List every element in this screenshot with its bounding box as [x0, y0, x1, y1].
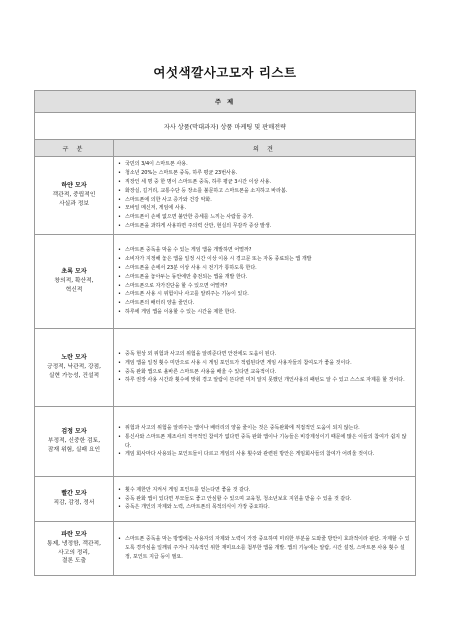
- list-item: • 모바일 메신저, 게임에 사용.: [117, 204, 411, 213]
- hat-description: 창의적, 확산적,: [54, 278, 94, 285]
- list-item: • 청소년 20%는 스마트폰 중독, 하루 평균 23번사용.: [117, 169, 411, 178]
- hats-table-body: [35, 157, 416, 576]
- hat-category-cell: [35, 157, 114, 235]
- hat-name: 빨간 모자: [61, 490, 87, 498]
- opinion-list: [117, 424, 411, 460]
- table-row: [35, 157, 416, 235]
- list-item: • 스마트폰을 손에서 23분 이상 사용 시 전기가 통하도록 한다.: [117, 264, 411, 273]
- hat-description: 실현 가능성, 건설적: [48, 372, 100, 379]
- list-item: • 스마트폰을 과하게 사용하면 주의력 산만, 현실의 무감각 증상 발생.: [117, 222, 411, 231]
- subject-table: [34, 90, 416, 141]
- hat-description: 사실과 정보: [59, 200, 89, 207]
- opinion-list: [117, 535, 411, 562]
- list-item: • 스마트폰 중독을 막을 수 있는 게임 앱을 개발하면 어떨까?: [117, 246, 411, 255]
- hat-category-cell: [35, 522, 114, 576]
- list-item: • 중독 현상 외 위험과 사고의 위험을 알려준다면 안전에도 도움이 된다.: [117, 350, 411, 359]
- list-item: • 하루에 게임 앱을 이용할 수 있는 시간을 제한 한다.: [117, 308, 411, 317]
- opinion-cell: [114, 157, 416, 235]
- hat-description: 긍정적, 낙관적, 강점,: [46, 364, 101, 371]
- list-item: • 통신사와 스마트폰 제조사의 적극적인 참여가 없다면 중독 완화 앱이나 기능들은 비강제성이기 때문에 많은 이들의 참여가 쉽지 않다.: [117, 433, 411, 451]
- hat-description: 통제, 냉정함, 객관적,: [46, 540, 101, 547]
- table-row: [35, 235, 416, 329]
- opinion-list: [117, 160, 411, 231]
- hat-description: 결론 도출: [61, 558, 87, 565]
- column-header-opinion: 의 견: [114, 140, 416, 157]
- hat-category-cell: [35, 407, 114, 477]
- list-item: • 스마트폰에 의한 사고 증가와 건강 악화.: [117, 196, 411, 205]
- opinion-cell: [114, 235, 416, 329]
- list-item: • 소비자가 지정해 놓은 앱을 일정 시간 이상 이용 시 경고문 또는 자동 종료되는 앱 개발: [117, 255, 411, 264]
- list-item: • 게임 앱을 일정 횟수 미만으로 사용 시 게임 포인트가 적립된다면 게임 사용자들의 참여도가 좋을 것이다.: [117, 359, 411, 368]
- opinion-list: [117, 246, 411, 317]
- hat-description: 부정적, 신중한 검토,: [47, 438, 101, 445]
- opinion-cell: [114, 477, 416, 522]
- hat-category-cell: [35, 477, 114, 522]
- list-item: • 스마트폰 사용 시 위험이나 사고를 알려주는 기능이 있다.: [117, 290, 411, 299]
- hat-description: 혁신적: [65, 286, 83, 293]
- list-item: • 중독은 개인의 자제와 노력, 스마트폰의 목적의식이 가장 중요하다.: [117, 503, 411, 512]
- table-row: [35, 407, 416, 477]
- list-item: • 국민의 3/4이 스마트폰 사용.: [117, 160, 411, 169]
- hat-category-cell: [35, 235, 114, 329]
- hat-name: 초록 모자: [61, 268, 87, 276]
- hat-description: 객관적, 중립적인: [52, 192, 96, 199]
- hat-category-cell: [35, 329, 114, 407]
- opinion-list: [117, 486, 411, 513]
- list-item: • 중독 완화 앱이 있다면 부모들도 좋고 안심할 수 있으며 교육청, 청소년보호 지원을 받을 수 있을 것 같다.: [117, 495, 411, 504]
- list-item: • 스마트폰의 배터리 양을 줄인다.: [117, 299, 411, 308]
- column-header-category: 구 분: [35, 140, 114, 157]
- list-item: • 스마트폰을 놓아두는 동안에만 충전되는 앱을 개발 한다.: [117, 273, 411, 282]
- hat-description: 잠재 위험, 실패 요인: [47, 446, 101, 453]
- table-row: [35, 329, 416, 407]
- list-item: • 위험과 사고의 위험을 알려주는 앱이나 배터리의 양을 줄이는 것은 중독완화에 직접적인 도움이 되지 않는다.: [117, 424, 411, 433]
- table-row: [35, 477, 416, 522]
- list-item: • 직장인 세 명 중 한 명이 스마트폰 중독, 하루 평균 3시간 이상 사용.: [117, 178, 411, 187]
- hat-name: 노란 모자: [61, 354, 87, 362]
- list-item: • 스마트폰이 손에 없으면 불안한 증세를 느끼는 사람들 증가.: [117, 213, 411, 222]
- hat-name: 검정 모자: [61, 428, 87, 436]
- opinion-list: [117, 350, 411, 386]
- hat-description: 직감, 감정, 정서: [53, 500, 95, 506]
- hat-name: 파란 모자: [61, 530, 87, 538]
- list-item: • 게임 회사마다 사용되는 포인트들이 다르고 게임의 사용 횟수와 관련된 방안은 게임회사들의 참여가 어려울 것이다.: [117, 450, 411, 459]
- list-item: • 하루 권장 사용 시간과 횟수에 맞춰 경고 알람이 뜬다면 미처 알지 못했던 개인사용의 패턴도 알 수 있고 스스로 자제를 할 것이다.: [117, 376, 411, 385]
- subject-header: 주 제: [35, 91, 416, 113]
- opinion-cell: [114, 522, 416, 576]
- document-title: 여섯색깔사고모자 리스트: [153, 65, 297, 80]
- hat-description: 사고의 정리,: [58, 549, 90, 556]
- opinion-cell: [114, 329, 416, 407]
- hat-name: 하얀 모자: [61, 182, 87, 190]
- list-item: • 중독 완화 앱으로 올바른 스마트폰 사용을 배울 수 있다면 교육적이다.: [117, 368, 411, 377]
- opinion-cell: [114, 407, 416, 477]
- table-row: [35, 522, 416, 576]
- hats-table: [34, 139, 416, 576]
- list-item: • 스마트폰으로 자가진단을 할 수 있으면 어떨까?: [117, 282, 411, 291]
- list-item: • 스마트폰 중독을 막는 방법에는 사용자의 자제와 노력이 가장 중요하며 미리한 부분을 도와줄 방안이 효과적이라 판단. 자제할 수 있도록 경각심을 일깨워 주거나 지속적인 위한 재미요소를 첨부한 앱을 개발. 앱의 기능에는 알람, 시간 설정, 스마트폰 사용 횟수 설정, 포인트 지급 등이 필요.: [117, 535, 411, 562]
- list-item: • 횟수 제한만 지켜서 게임 포인트를 얻는다면 좋을 것 같다.: [117, 486, 411, 495]
- list-item: • 화장실, 길거리, 교통수단 등 장소를 불문하고 스마트폰을 소지하고 바라봄.: [117, 187, 411, 196]
- subject-value: 자사 상품(막대과자) 상품 마케팅 및 판매전략: [35, 113, 416, 141]
